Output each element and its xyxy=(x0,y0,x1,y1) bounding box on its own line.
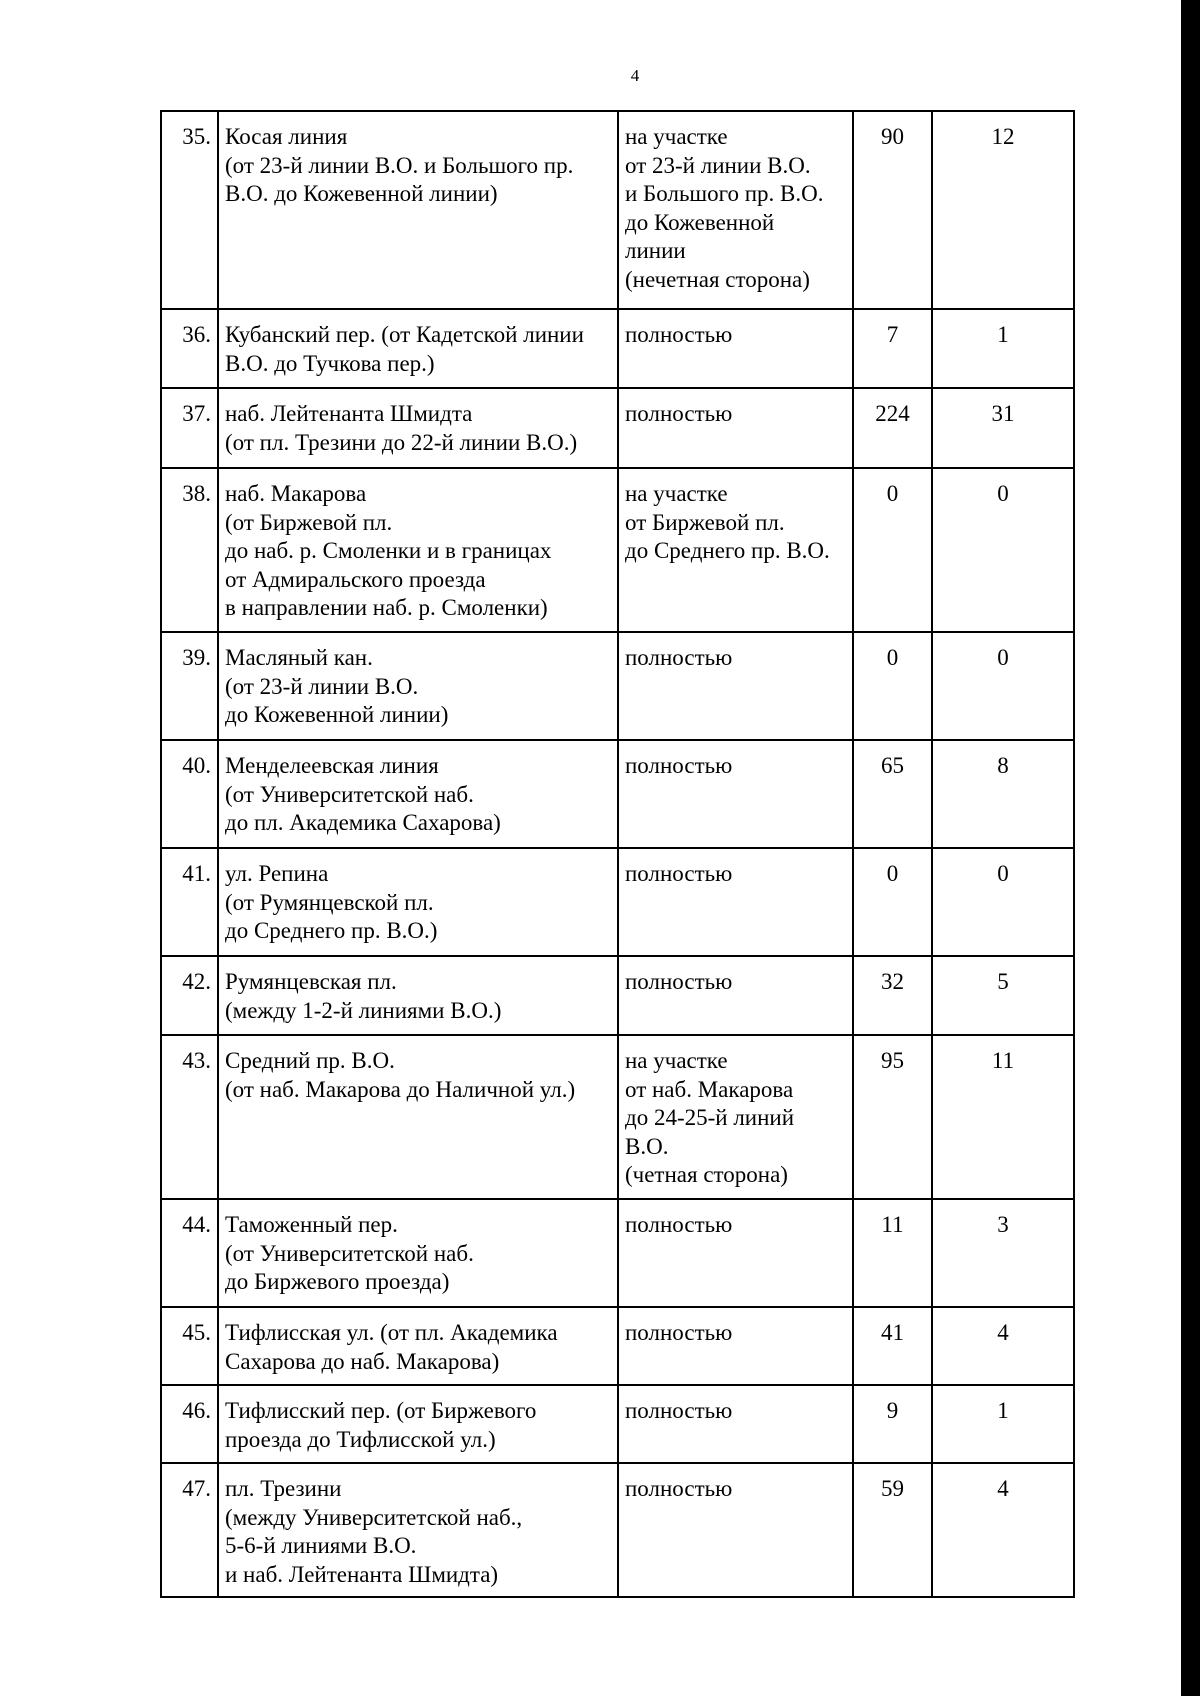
row-number: 37. xyxy=(161,388,218,468)
value-2: 1 xyxy=(932,1385,1074,1463)
street-name xyxy=(218,1463,618,1597)
value-2: 1 xyxy=(932,309,1074,388)
street-name-line: наб. Лейтенанта Шмидта xyxy=(225,401,473,426)
street-section-line: до Среднего пр. В.О. xyxy=(625,538,830,563)
table-row xyxy=(161,388,1074,468)
value-2: 0 xyxy=(932,468,1074,632)
street-section-line: полностью xyxy=(625,1212,733,1237)
street-name-line: (между 1-2-й линиями В.О.) xyxy=(225,997,502,1023)
street-section-line: до Кожевенной xyxy=(625,209,775,235)
street-name-line: (от наб. Макарова до Наличной ул.) xyxy=(225,1076,576,1102)
street-section xyxy=(618,1199,853,1307)
street-name-line: Менделеевская линия xyxy=(225,753,439,778)
value-2: 3 xyxy=(932,1199,1074,1307)
street-name-line: (между Университетской наб., xyxy=(225,1504,523,1530)
value-2: 4 xyxy=(932,1307,1074,1385)
value-1: 59 xyxy=(853,1463,932,1597)
table-row xyxy=(161,1035,1074,1199)
value-1: 0 xyxy=(853,848,932,956)
street-section-line: (нечетная сторона) xyxy=(625,266,810,292)
street-name-line: Масляный кан. xyxy=(225,645,373,670)
value-2: 11 xyxy=(932,1035,1074,1199)
row-number: 35. xyxy=(161,111,218,309)
street-name-line: (от 23-й линии В.О. и Большого пр. xyxy=(225,152,574,178)
street-section-line: от наб. Макарова xyxy=(625,1076,794,1102)
street-name-line: до пл. Академика Сахарова) xyxy=(225,810,501,835)
row-number: 40. xyxy=(161,740,218,848)
street-section xyxy=(618,111,853,309)
street-section xyxy=(618,1385,853,1463)
street-section-line: и Большого пр. В.О. xyxy=(625,181,824,206)
street-name xyxy=(218,1385,618,1463)
table-row xyxy=(161,1199,1074,1307)
street-name xyxy=(218,309,618,388)
street-section-line: полностью xyxy=(625,1476,733,1501)
value-2: 12 xyxy=(932,111,1074,309)
value-1: 90 xyxy=(853,111,932,309)
street-name xyxy=(218,848,618,956)
street-section xyxy=(618,388,853,468)
row-number: 46. xyxy=(161,1385,218,1463)
value-1: 95 xyxy=(853,1035,932,1199)
street-section-line: В.О. xyxy=(625,1133,669,1159)
table-row xyxy=(161,956,1074,1035)
street-name-line: (от Университетской наб. xyxy=(225,1240,474,1266)
street-name-line: в направлении наб. р. Смоленки) xyxy=(225,595,548,620)
row-number: 44. xyxy=(161,1199,218,1307)
street-section-line: от 23-й линии В.О. xyxy=(625,152,811,178)
table-row xyxy=(161,632,1074,740)
street-name-line: Косая линия xyxy=(225,124,348,149)
street-name-line: до Среднего пр. В.О.) xyxy=(225,918,438,943)
street-section xyxy=(618,1307,853,1385)
row-number: 38. xyxy=(161,468,218,632)
value-1: 224 xyxy=(853,388,932,468)
value-1: 65 xyxy=(853,740,932,848)
street-name-line: до наб. р. Смоленки и в границах xyxy=(225,538,552,563)
street-name-line: Румянцевская пл. xyxy=(225,969,397,994)
street-name-line: В.О. до Тучкова пер.) xyxy=(225,350,435,376)
row-number: 36. xyxy=(161,309,218,388)
street-section-line: полностью xyxy=(625,401,733,426)
street-name xyxy=(218,111,618,309)
street-section-line: полностью xyxy=(625,1320,733,1345)
table-row xyxy=(161,468,1074,632)
street-section xyxy=(618,309,853,388)
table-row xyxy=(161,740,1074,848)
value-2: 4 xyxy=(932,1463,1074,1597)
street-section-line: линии xyxy=(625,238,686,263)
street-section-line: на участке xyxy=(625,124,728,149)
street-section xyxy=(618,632,853,740)
row-number: 43. xyxy=(161,1035,218,1199)
street-section-line: полностью xyxy=(625,645,733,670)
table-row xyxy=(161,1385,1074,1463)
street-name xyxy=(218,1035,618,1199)
street-name xyxy=(218,468,618,632)
street-name-line: проезда до Тифлисской ул.) xyxy=(225,1426,496,1452)
street-name xyxy=(218,632,618,740)
street-name-line: Средний пр. В.О. xyxy=(225,1048,395,1073)
row-number: 47. xyxy=(161,1463,218,1597)
value-1: 7 xyxy=(853,309,932,388)
table-body xyxy=(161,111,1074,1597)
street-section-line: полностью xyxy=(625,322,733,347)
page-number: 4 xyxy=(630,66,640,85)
value-2: 0 xyxy=(932,632,1074,740)
street-section xyxy=(618,740,853,848)
street-name-line: 5-6-й линиями В.О. xyxy=(225,1533,417,1558)
table-row xyxy=(161,1463,1074,1597)
street-name xyxy=(218,1199,618,1307)
street-name xyxy=(218,956,618,1035)
street-section-line: полностью xyxy=(625,969,733,994)
street-section xyxy=(618,956,853,1035)
street-name-line: Тифлисская ул. (от пл. Академика xyxy=(225,1320,558,1345)
street-section-line: (четная сторона) xyxy=(625,1162,788,1187)
table-row xyxy=(161,1307,1074,1385)
value-1: 41 xyxy=(853,1307,932,1385)
street-section-line: полностью xyxy=(625,1398,733,1423)
street-name-line: (от Университетской наб. xyxy=(225,781,474,807)
value-2: 5 xyxy=(932,956,1074,1035)
street-name xyxy=(218,1307,618,1385)
street-name-line: наб. Макарова xyxy=(225,481,367,506)
street-section-line: до 24-25-й линий xyxy=(625,1105,795,1130)
row-number: 42. xyxy=(161,956,218,1035)
value-1: 9 xyxy=(853,1385,932,1463)
value-2: 0 xyxy=(932,848,1074,956)
streets-table xyxy=(160,110,1075,1598)
street-name xyxy=(218,740,618,848)
table-row xyxy=(161,111,1074,309)
value-2: 31 xyxy=(932,388,1074,468)
street-name-line: и наб. Лейтенанта Шмидта) xyxy=(225,1561,499,1587)
street-section xyxy=(618,468,853,632)
street-name-line: (от Румянцевской пл. xyxy=(225,889,434,915)
street-name-line: Тифлисский пер. (от Биржевого xyxy=(225,1398,537,1423)
table-row xyxy=(161,848,1074,956)
street-name-line: ул. Репина xyxy=(225,861,329,886)
street-section xyxy=(618,1463,853,1597)
street-name-line: Таможенный пер. xyxy=(225,1212,398,1237)
row-number: 41. xyxy=(161,848,218,956)
street-section-line: на участке xyxy=(625,481,728,506)
row-number: 39. xyxy=(161,632,218,740)
value-1: 32 xyxy=(853,956,932,1035)
street-name-line: до Кожевенной линии) xyxy=(225,702,449,727)
street-section xyxy=(618,1035,853,1199)
street-section-line: полностью xyxy=(625,753,733,778)
street-section xyxy=(618,848,853,956)
row-number: 45. xyxy=(161,1307,218,1385)
value-1: 0 xyxy=(853,632,932,740)
table-row xyxy=(161,309,1074,388)
street-name-line: Сахарова до наб. Макарова) xyxy=(225,1348,500,1374)
street-name-line: Кубанский пер. (от Кадетской линии xyxy=(225,322,584,347)
street-name-line: от Адмиральского проезда xyxy=(225,566,486,592)
street-name-line: пл. Трезини xyxy=(225,1476,342,1501)
street-section-line: полностью xyxy=(625,861,733,886)
street-section-line: от Биржевой пл. xyxy=(625,509,785,535)
street-section-line: на участке xyxy=(625,1048,728,1073)
street-name-line: (от пл. Трезини до 22-й линии В.О.) xyxy=(225,429,578,455)
value-1: 0 xyxy=(853,468,932,632)
value-1: 11 xyxy=(853,1199,932,1307)
street-name-line: В.О. до Кожевенной линии) xyxy=(225,181,498,206)
value-2: 8 xyxy=(932,740,1074,848)
street-name-line: до Биржевого проезда) xyxy=(225,1269,450,1294)
street-name xyxy=(218,388,618,468)
scan-edge-strip xyxy=(1181,0,1200,1696)
street-name-line: (от Биржевой пл. xyxy=(225,509,393,535)
street-name-line: (от 23-й линии В.О. xyxy=(225,673,419,699)
